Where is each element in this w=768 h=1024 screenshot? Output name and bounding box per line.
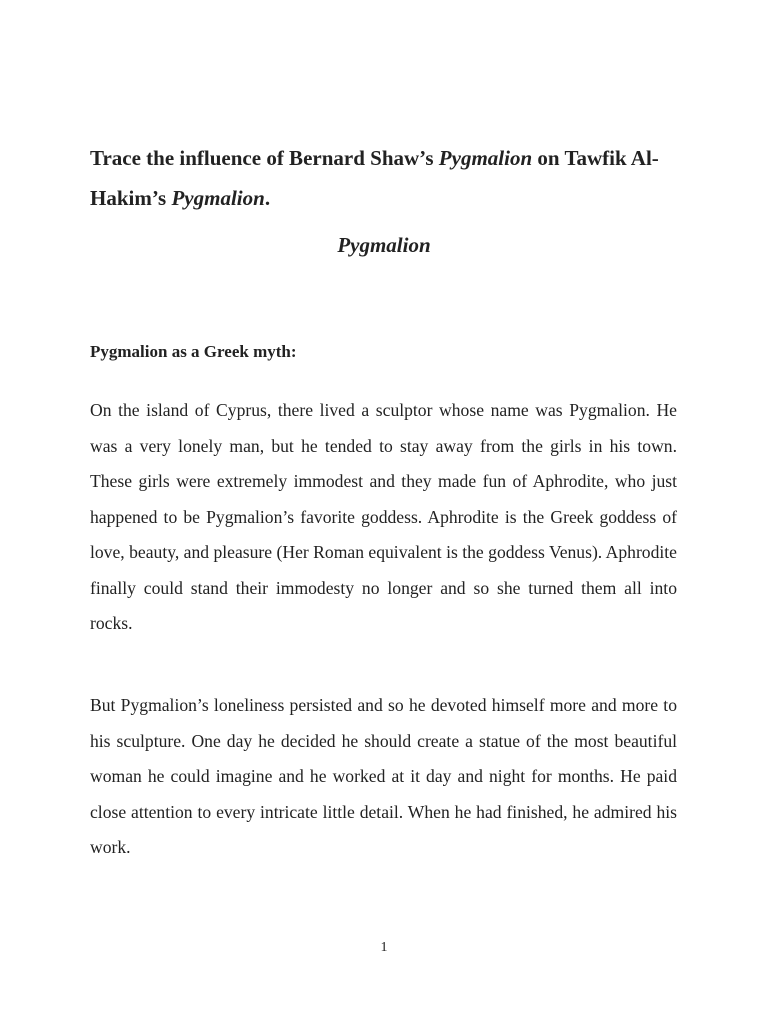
body-paragraph-2: But Pygmalion’s loneliness persisted and so he devoted himself more and more to his sculpture. One day he decided he should create a statue of the most beautiful woman he could imagine and he worked at it day and night for months. He paid close attention to every intricate little detail. When he had finished, he admired his work. (90, 695, 677, 857)
title-text-part-1: Trace the influence of Bernard Shaw’s (90, 146, 439, 170)
section-heading: Pygmalion as a Greek myth: (90, 342, 297, 361)
title-italic-pygmalion-1: Pygmalion (438, 146, 533, 170)
body-paragraph-1: On the island of Cyprus, there lived a sculptor whose name was Pygmalion. He was a very lonely man, but he tended to stay away from the girls in his town. These girls were extremely immodest and they made fun of Aphrodite, who just happened to be Pygmalion’s favorite goddess. Aphrodite is the Greek goddess of love, beauty, and pleasure (Her Roman equivalent is the goddess Venus). Aphrodite finally could stand their immodesty no longer and so she turned them all into rocks. (90, 400, 677, 633)
title-italic-pygmalion-2: Pygmalion (171, 186, 265, 210)
title-text-part-2: on Tawfik Al-Hakim’s (90, 146, 659, 210)
title-text-part-3: . (264, 186, 271, 210)
document-subtitle: Pygmalion (337, 233, 431, 257)
page-number: 1 (380, 940, 388, 955)
document-title (90, 138, 680, 218)
